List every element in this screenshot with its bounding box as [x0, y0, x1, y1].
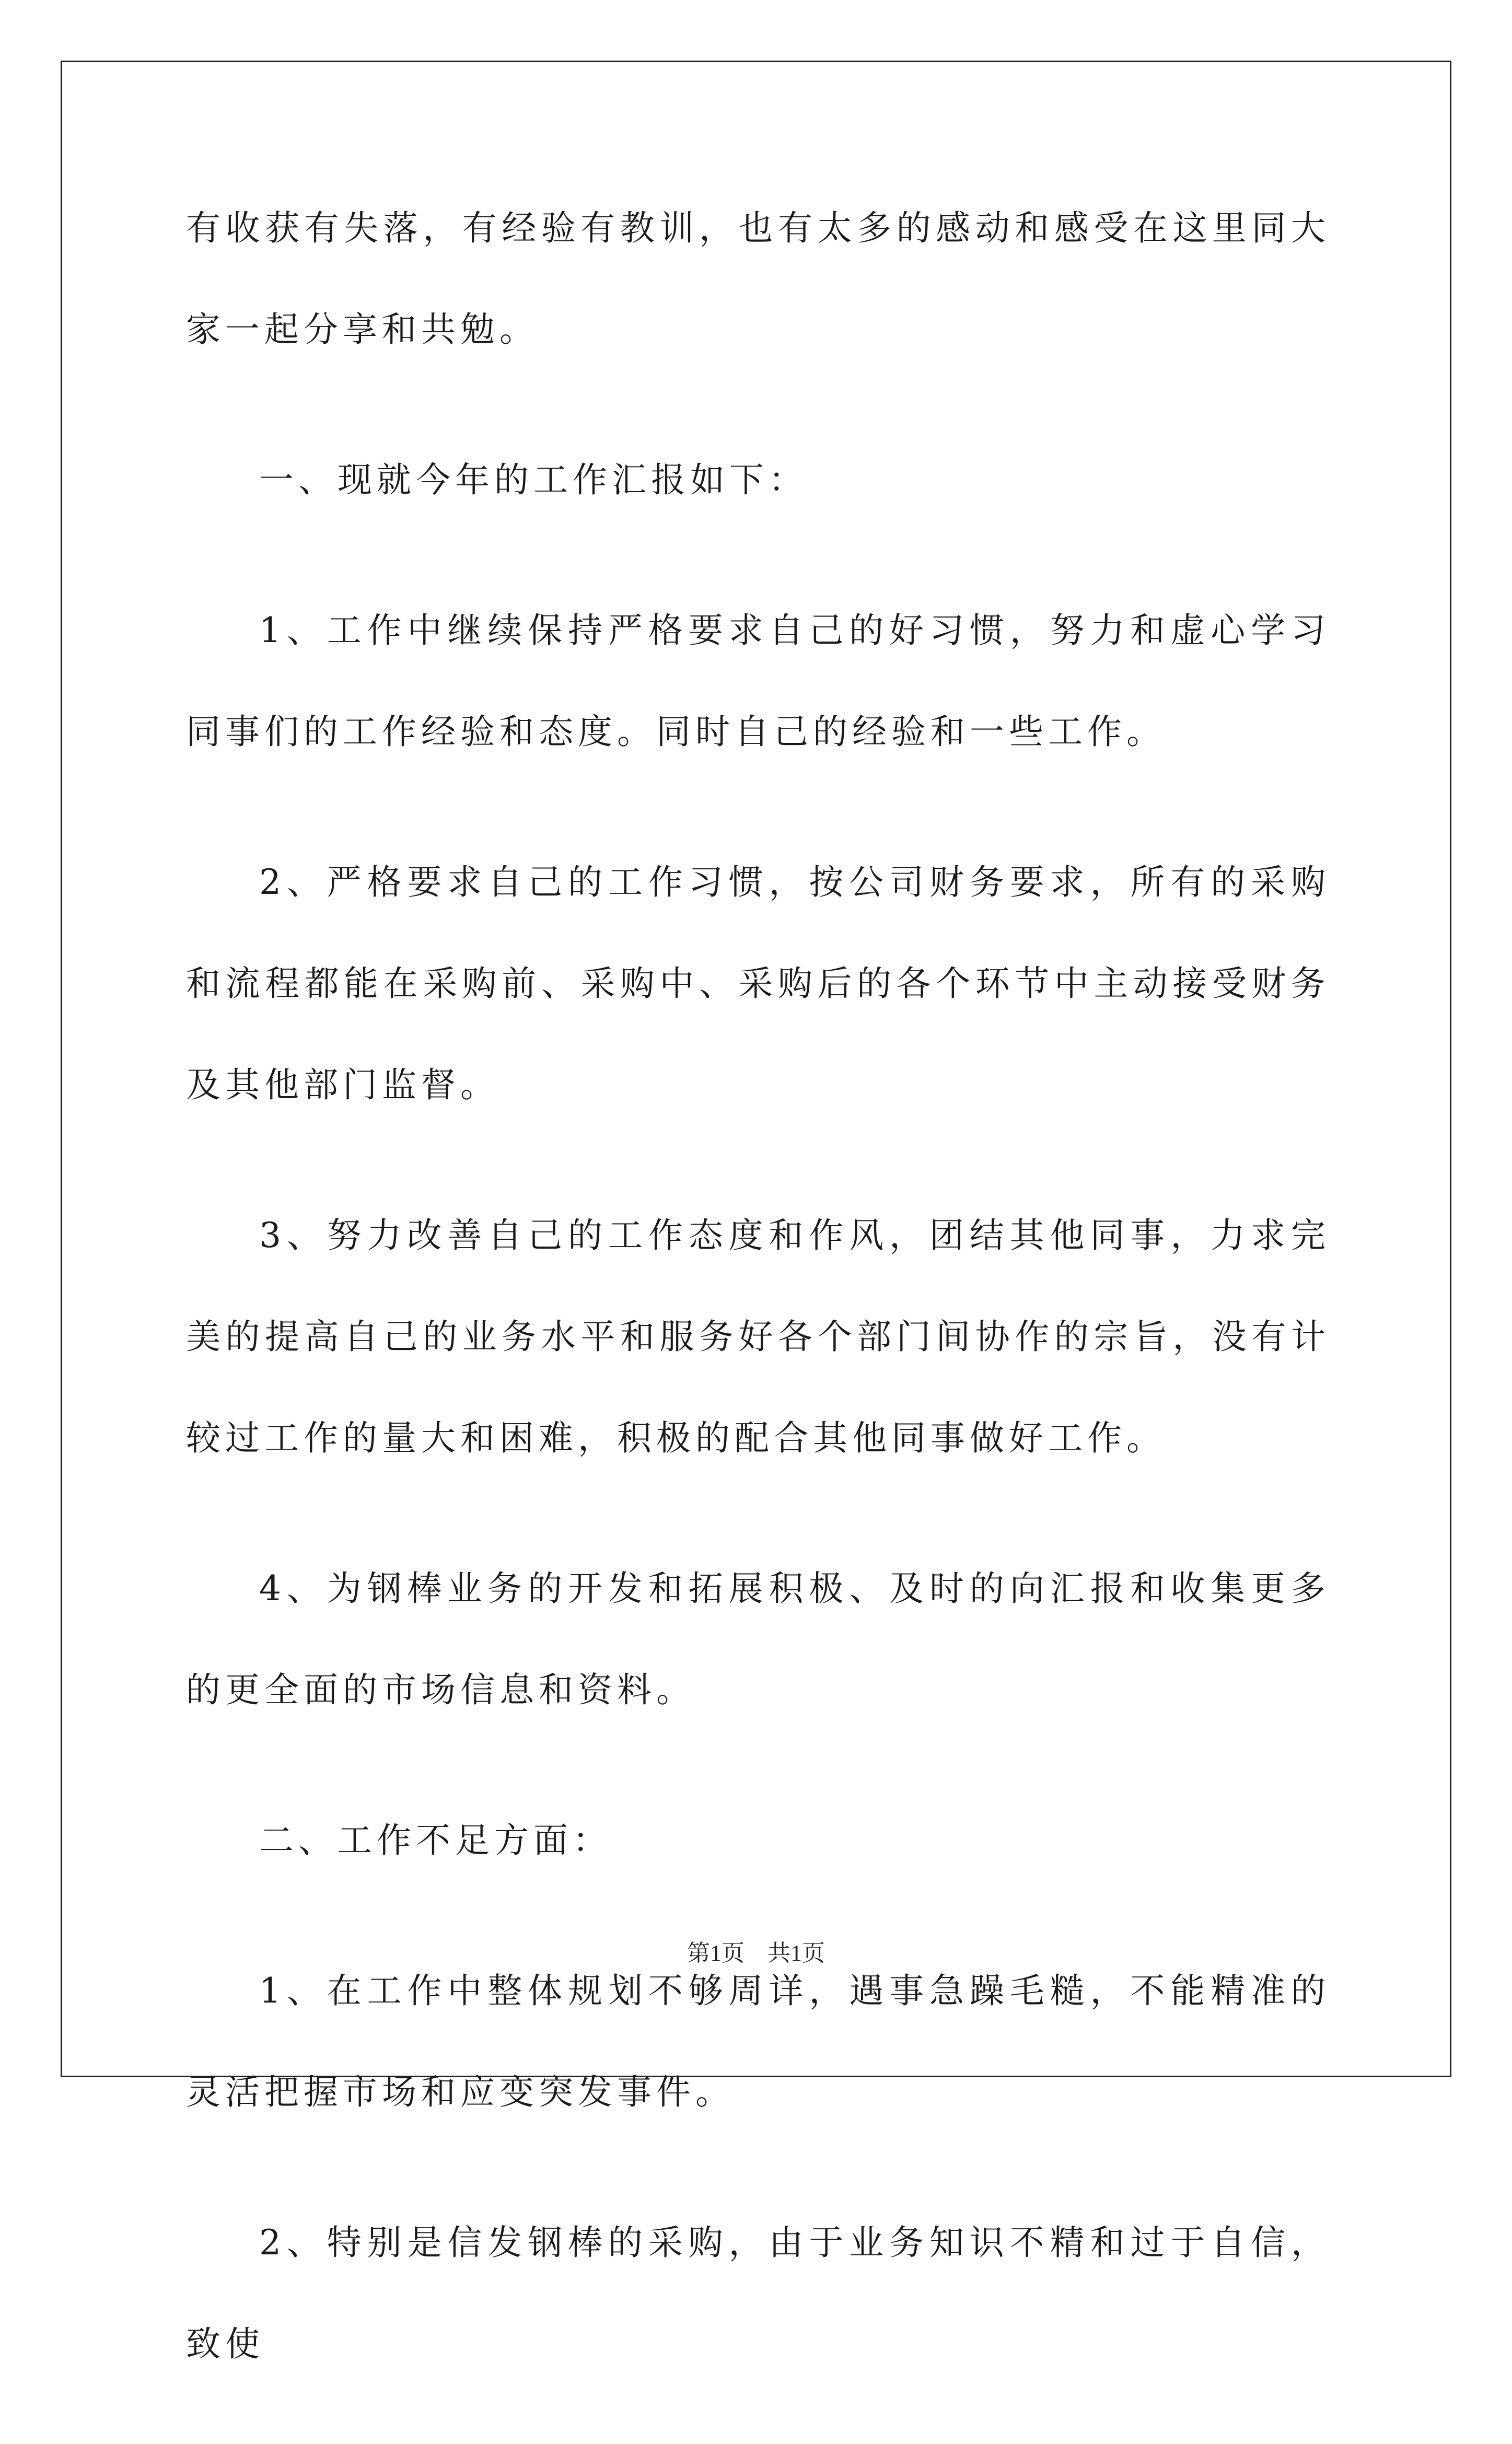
paragraph-shortcoming-1: 1、在工作中整体规划不够周详，遇事急躁毛糙，不能精准的灵活把握市场和应变突发事件。	[186, 1971, 1330, 2112]
section-heading-work-report: 一、现就今年的工作汇报如下：	[259, 460, 808, 500]
paragraph-item-2: 2、严格要求自己的工作习惯，按公司财务要求，所有的采购和流程都能在采购前、采购中、采购后的各个环节中主动接受财务及其他部门监督。	[186, 862, 1330, 1105]
page-footer	[0, 1934, 1512, 1968]
paragraph-item-1: 1、工作中继续保持严格要求自己的好习惯，努力和虚心学习同事们的工作经验和态度。同时自己的经验和一些工作。	[186, 610, 1330, 752]
paragraph-intro: 有收获有失落，有经验有教训，也有太多的感动和感受在这里同大家一起分享和共勉。	[186, 208, 1330, 350]
paragraph-shortcoming-2: 2、特别是信发钢棒的采购，由于业务知识不精和过于自信，致使	[186, 2222, 1330, 2364]
section-heading-shortcomings: 二、工作不足方面：	[259, 1820, 612, 1860]
page-total: 共1页	[767, 1940, 825, 1966]
paragraph-item-4: 4、为钢棒业务的开发和拓展积极、及时的向汇报和收集更多的更全面的市场信息和资料。	[186, 1568, 1330, 1710]
page-number: 第1页	[687, 1940, 745, 1966]
paragraph-item-3: 3、努力改善自己的工作态度和作风，团结其他同事，力求完美的提高自己的业务水平和服务好各个部门间协作的宗旨，没有计较过工作的量大和困难，积极的配合其他同事做好工作。	[186, 1215, 1330, 1458]
document-body	[186, 178, 1330, 2444]
